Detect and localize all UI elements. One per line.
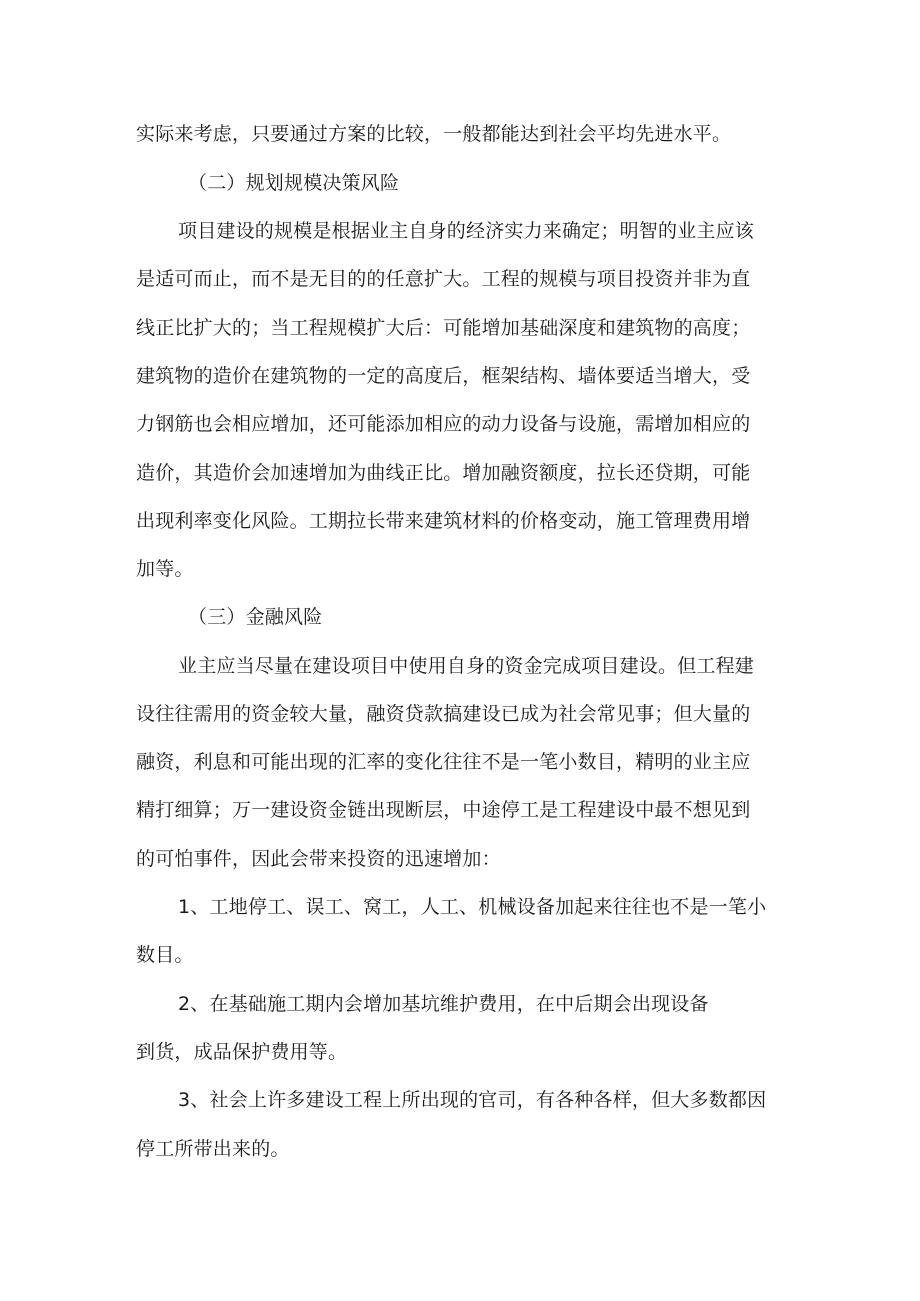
section-heading: （三）金融风险 (188, 606, 323, 628)
paragraph-line: 出现利率变化风险。工期拉长带来建筑材料的价格变动，施工管理费用增 (136, 510, 751, 532)
list-item-continuation: 停工所带出来的。 (136, 1138, 290, 1160)
list-item-continuation: 数目。 (136, 944, 194, 966)
list-item: 3、社会上许多建设工程上所出现的官司，有各种各样，但大多数都因 (178, 1089, 767, 1111)
list-item-continuation: 到货，成品保护费用等。 (136, 1041, 348, 1063)
paragraph-line: 的可怕事件，因此会带来投资的迅速增加： (136, 848, 501, 870)
paragraph-line: 设往往需用的资金较大量，融资贷款搞建设已成为社会常见事；但大量的 (136, 703, 751, 725)
list-item: 1、工地停工、误工、窝工，人工、机械设备加起来往往也不是一笔小 (178, 896, 767, 918)
paragraph-line: 项目建设的规模是根据业主自身的经济实力来确定；明智的业主应该 (178, 220, 755, 242)
paragraph-line: 力钢筋也会相应增加，还可能添加相应的动力设备与设施，需增加相应的 (136, 413, 751, 435)
paragraph-line: 实际来考虑，只要通过方案的比较，一般都能达到社会平均先进水平。 (136, 123, 732, 145)
paragraph-line: 是适可而止，而不是无目的的任意扩大。工程的规模与项目投资并非为直 (136, 268, 751, 290)
paragraph-line: 加等。 (136, 558, 194, 580)
paragraph-line: 造价，其造价会加速增加为曲线正比。增加融资额度，拉长还贷期，可能 (136, 462, 751, 484)
section-heading: （二）规划规模决策风险 (188, 172, 400, 194)
list-item: 2、在基础施工期内会增加基坑维护费用，在中后期会出现设备 (178, 993, 709, 1015)
paragraph-line: 业主应当尽量在建设项目中使用自身的资金完成项目建设。但工程建 (178, 655, 755, 677)
paragraph-line: 建筑物的造价在建筑物的一定的高度后，框架结构、墙体要适当增大，受 (136, 365, 751, 387)
paragraph-line: 融资，利息和可能出现的汇率的变化往往不是一笔小数目，精明的业主应 (136, 751, 751, 773)
paragraph-line: 精打细算；万一建设资金链出现断层，中途停工是工程建设中最不想见到 (136, 799, 751, 821)
paragraph-line: 线正比扩大的；当工程规模扩大后：可能增加基础深度和建筑物的高度； (136, 317, 751, 339)
